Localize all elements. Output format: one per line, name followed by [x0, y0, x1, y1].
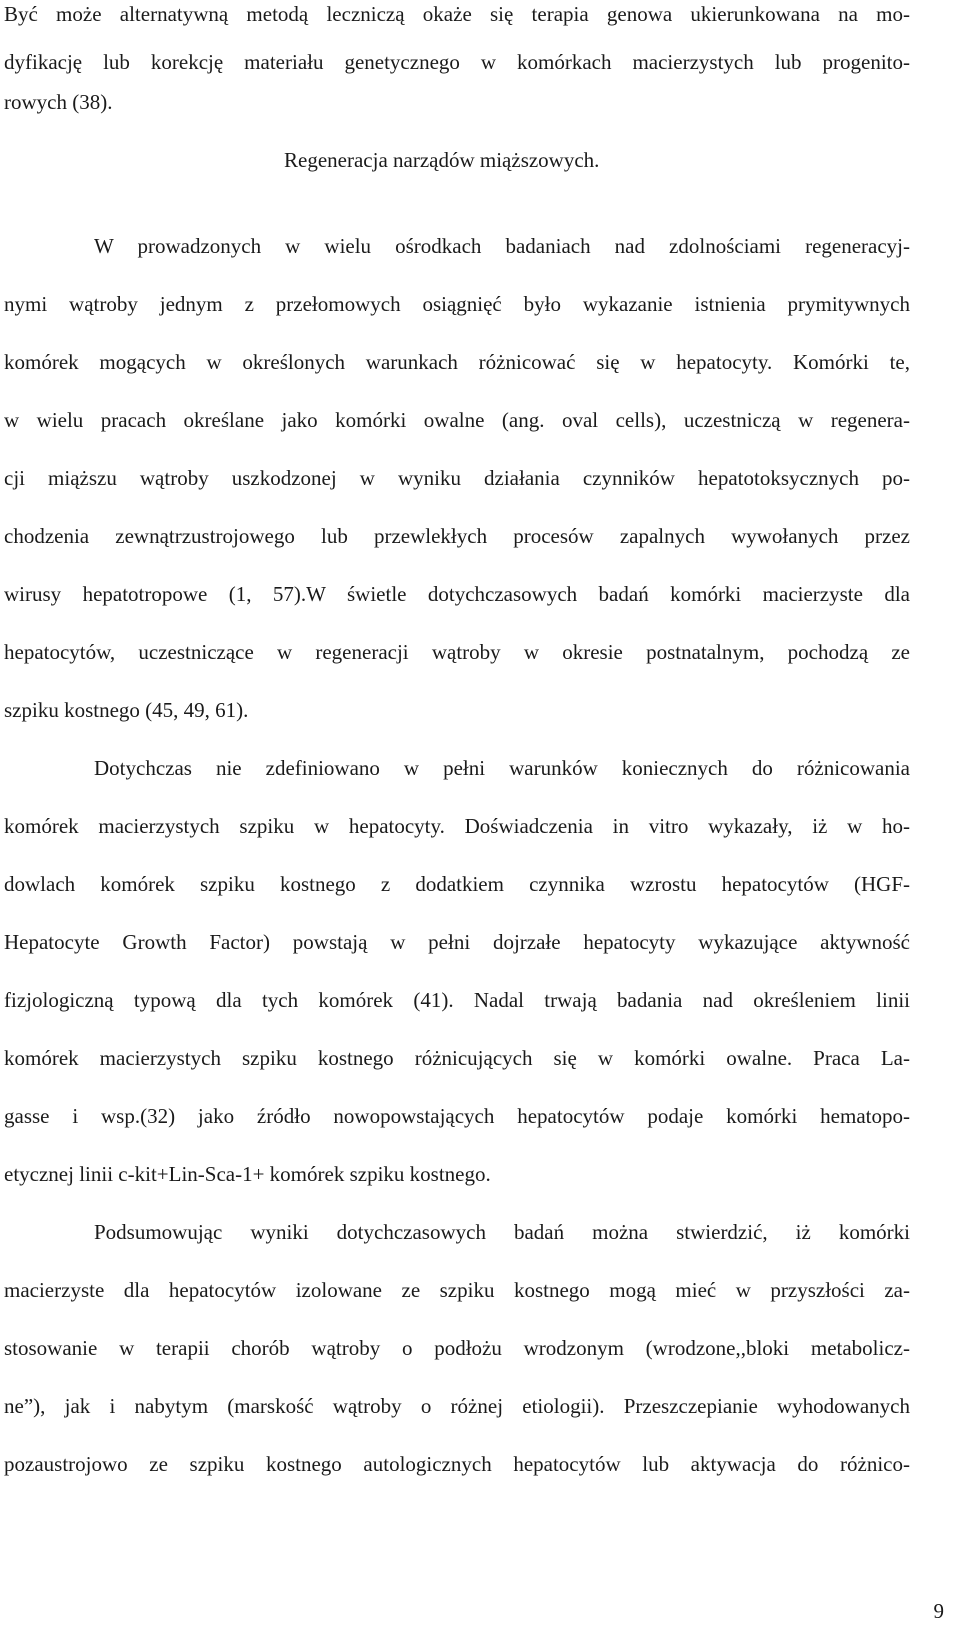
text-line: ne”), jak i nabytym (marskość wątroby o różnej etiologii). Przeszczepianie wyhodowanych	[4, 1394, 910, 1418]
text-line: dowlach komórek szpiku kostnego z dodatkiem czynnika wzrostu hepatocytów (HGF-	[4, 872, 910, 896]
section-heading: Regeneracja narządów miąższowych.	[284, 148, 600, 172]
text-line: w wielu pracach określane jako komórki owalne (ang. oval cells), uczestniczą w regenera-	[4, 408, 910, 432]
text-line: komórek macierzystych szpiku kostnego różnicujących się w komórki owalne. Praca La-	[4, 1046, 910, 1070]
text-line: Hepatocyte Growth Factor) powstają w pełni dojrzałe hepatocyty wykazujące aktywność	[4, 930, 910, 954]
text-line: komórek mogących w określonych warunkach różnicować się w hepatocyty. Komórki te,	[4, 350, 910, 374]
text-line: hepatocytów, uczestniczące w regeneracji wątroby w okresie postnatalnym, pochodzą ze	[4, 640, 910, 664]
text-line: Dotychczas nie zdefiniowano w pełni warunków koniecznych do różnicowania	[94, 756, 910, 780]
text-line: wirusy hepatotropowe (1, 57).W świetle dotychczasowych badań komórki macierzyste dla	[4, 582, 910, 606]
page-number: 9	[933, 1599, 944, 1623]
text-line: etycznej linii c-kit+Lin-Sca-1+ komórek szpiku kostnego.	[4, 1162, 491, 1186]
text-line: pozaustrojowo ze szpiku kostnego autologicznych hepatocytów lub aktywacja do różnico-	[4, 1452, 910, 1476]
text-line: Podsumowując wyniki dotychczasowych badań można stwierdzić, iż komórki	[94, 1220, 910, 1244]
text-line: szpiku kostnego (45, 49, 61).	[4, 698, 249, 722]
text-line: rowych (38).	[4, 90, 113, 114]
text-line: nymi wątroby jednym z przełomowych osiągnięć było wykazanie istnienia prymitywnych	[4, 292, 910, 316]
text-line: komórek macierzystych szpiku w hepatocyty. Doświadczenia in vitro wykazały, iż w ho-	[4, 814, 910, 838]
text-line: W prowadzonych w wielu ośrodkach badaniach nad zdolnościami regeneracyj-	[94, 234, 910, 258]
text-line: gasse i wsp.(32) jako źródło nowopowstających hepatocytów podaje komórki hematopo-	[4, 1104, 910, 1128]
text-line: Być może alternatywną metodą leczniczą okaże się terapia genowa ukierunkowana na mo-	[4, 2, 910, 26]
text-line: macierzyste dla hepatocytów izolowane ze szpiku kostnego mogą mieć w przyszłości za-	[4, 1278, 910, 1302]
text-line: stosowanie w terapii chorób wątroby o podłożu wrodzonym (wrodzone,,bloki metabolicz-	[4, 1336, 910, 1360]
text-line: fizjologiczną typową dla tych komórek (41). Nadal trwają badania nad określeniem linii	[4, 988, 910, 1012]
text-line: chodzenia zewnątrzustrojowego lub przewlekłych procesów zapalnych wywołanych przez	[4, 524, 910, 548]
text-line: cji miąższu wątroby uszkodzonej w wyniku działania czynników hepatotoksycznych po-	[4, 466, 910, 490]
text-line: dyfikację lub korekcję materiału genetycznego w komórkach macierzystych lub progenito-	[4, 50, 910, 74]
